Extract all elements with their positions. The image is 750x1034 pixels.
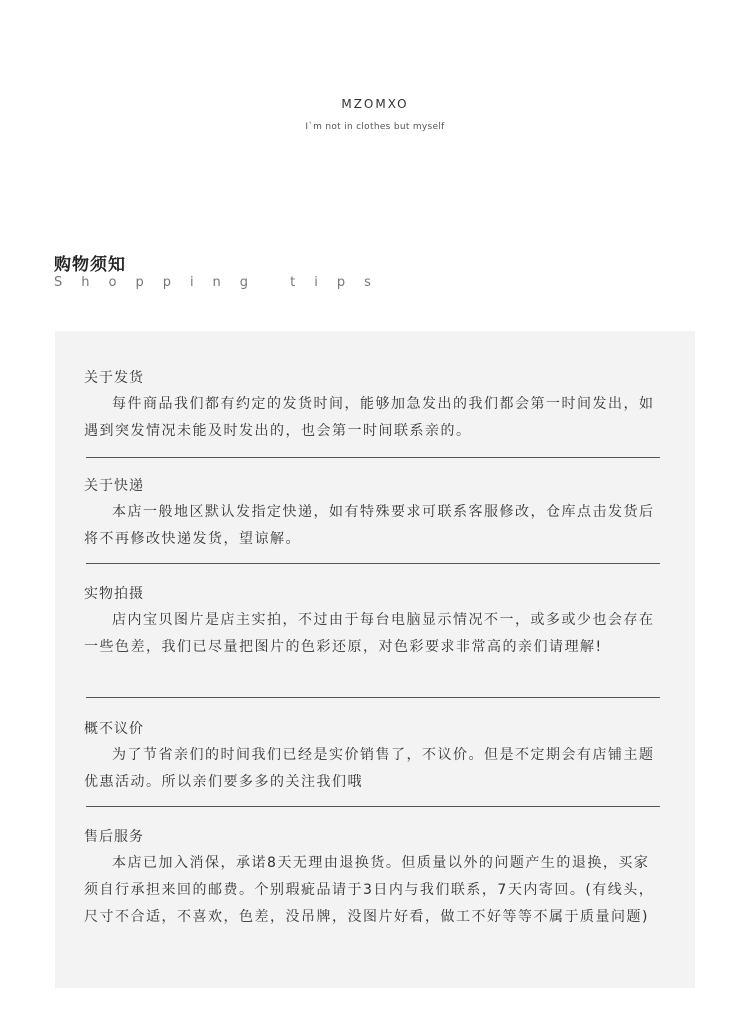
section-title: 关于发货	[84, 370, 144, 386]
divider	[86, 563, 660, 564]
section-body: 每件商品我们都有约定的发货时间，能够加急发出的我们都会第一时间发出，如遇到突发情况未能及时发出的，也会第一时间联系亲的。	[84, 396, 655, 439]
divider	[86, 697, 660, 698]
section-no-bargain	[84, 719, 661, 796]
page-subtitle: Shopping tips	[54, 275, 390, 290]
section-body: 本店一般地区默认发指定快递，如有特殊要求可联系客服修改，仓库点击发货后将不再修改快递发货，望谅解。	[84, 504, 655, 547]
section-after-sales	[84, 827, 661, 931]
section-title: 实物拍摄	[84, 586, 144, 602]
divider	[86, 457, 660, 458]
section-title: 概不议价	[84, 721, 144, 737]
brand-slogan: I`m not in clothes but myself	[305, 122, 445, 132]
divider	[86, 806, 660, 807]
section-body: 本店已加入消保，承诺8天无理由退换货。但质量以外的问题产生的退换，买家须自行承担来回的邮费。个别瑕疵品请于3日内与我们联系，7天内寄回。(有线头，尺寸不合适，不喜欢，色差，没吊牌，没图片好看，做工不好等等不属于质量问题)	[84, 855, 655, 925]
section-photos	[84, 584, 661, 661]
section-shipping	[84, 368, 661, 445]
section-title: 售后服务	[84, 829, 144, 845]
section-courier	[84, 476, 661, 553]
section-body: 为了节省亲们的时间我们已经是实价销售了，不议价。但是不定期会有店铺主题优惠活动。所以亲们要多多的关注我们哦	[84, 747, 655, 790]
section-body: 店内宝贝图片是店主实拍，不过由于每台电脑显示情况不一，或多或少也会存在一些色差，我们已尽量把图片的色彩还原，对色彩要求非常高的亲们请理解!	[84, 612, 655, 655]
section-title: 关于快递	[84, 478, 144, 494]
page-title: 购物须知	[54, 255, 126, 275]
shopping-tips-panel	[55, 331, 695, 988]
brand-logo-text: MZOMXO	[341, 97, 409, 111]
